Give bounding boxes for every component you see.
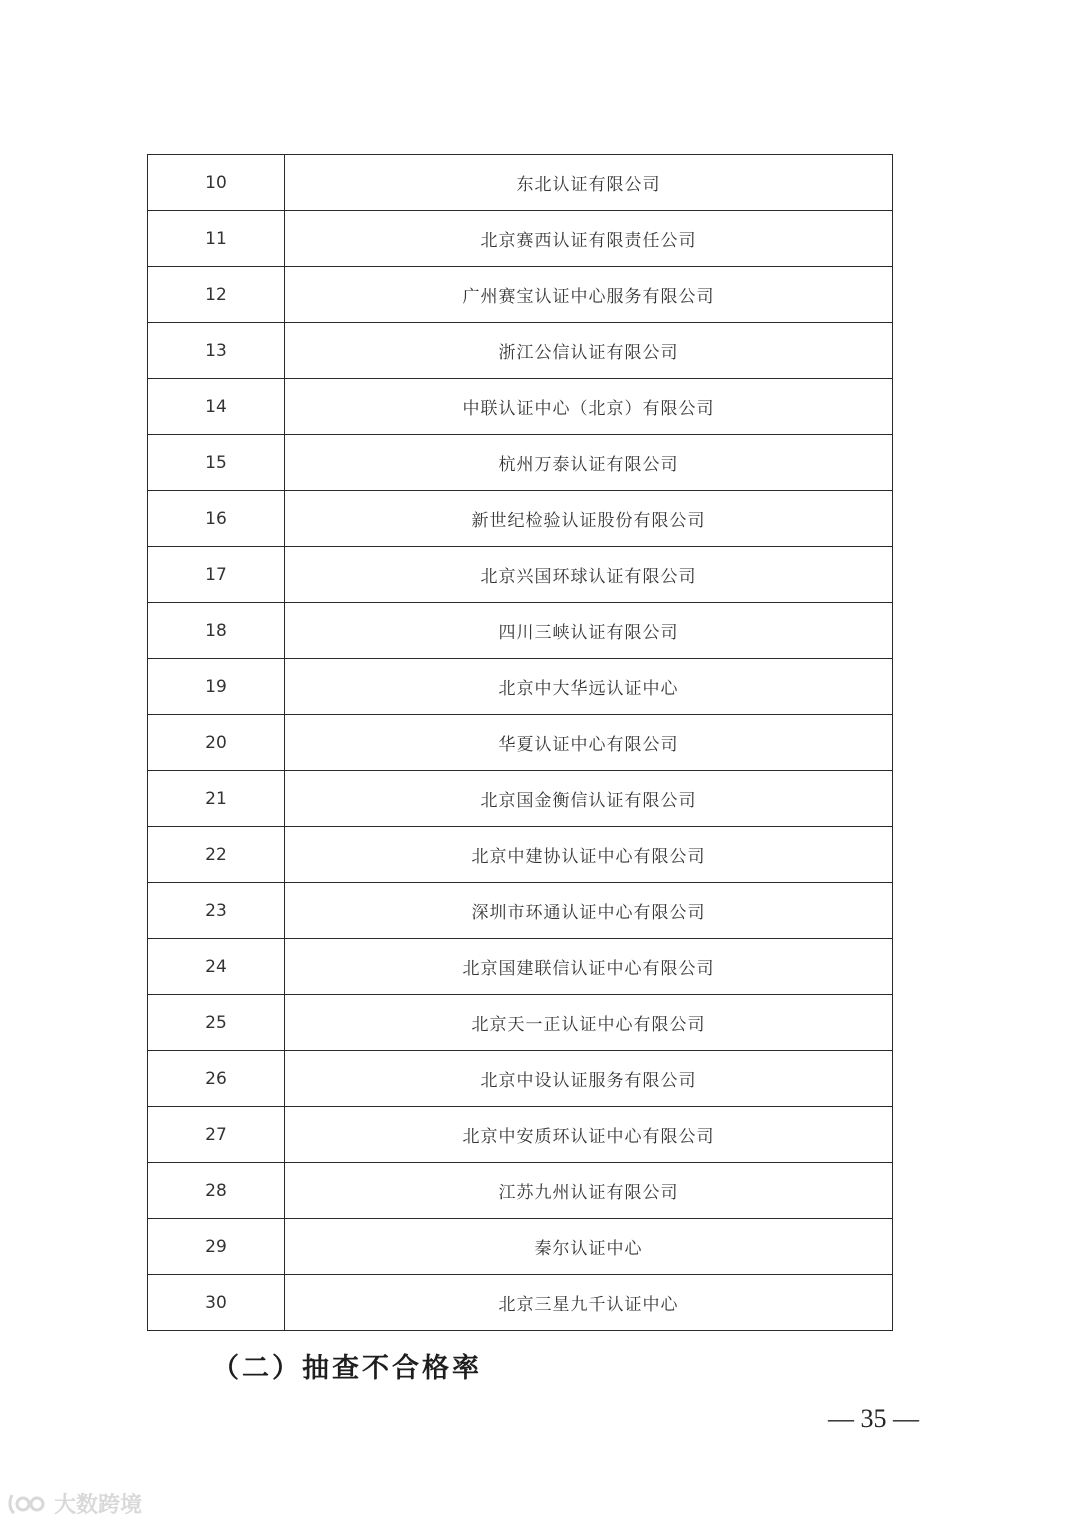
organization-name: 深圳市环通认证中心有限公司: [285, 883, 893, 939]
row-number: 17: [148, 547, 285, 603]
table-row: [148, 1107, 893, 1163]
watermark-text: 大数跨境: [54, 1493, 143, 1518]
organization-name: 秦尔认证中心: [285, 1219, 893, 1275]
row-number: 21: [148, 771, 285, 827]
organization-name: 江苏九州认证有限公司: [285, 1163, 893, 1219]
table-row: [148, 1163, 893, 1219]
organization-name: 北京中建协认证中心有限公司: [285, 827, 893, 883]
organization-name: 中联认证中心（北京）有限公司: [285, 379, 893, 435]
table-row: [148, 491, 893, 547]
table-row: [148, 995, 893, 1051]
row-number: 16: [148, 491, 285, 547]
table-row: [148, 883, 893, 939]
organization-name: 东北认证有限公司: [285, 155, 893, 211]
brand-logo-icon: [8, 1491, 48, 1517]
organization-name: 北京三星九千认证中心: [285, 1275, 893, 1331]
organization-name: 杭州万泰认证有限公司: [285, 435, 893, 491]
certification-bodies-table: [147, 154, 893, 1331]
row-number: 14: [148, 379, 285, 435]
table-row: [148, 771, 893, 827]
table-row: [148, 603, 893, 659]
row-number: 15: [148, 435, 285, 491]
row-number: 11: [148, 211, 285, 267]
organization-name: 北京国建联信认证中心有限公司: [285, 939, 893, 995]
row-number: 26: [148, 1051, 285, 1107]
row-number: 20: [148, 715, 285, 771]
organization-name: 四川三峡认证有限公司: [285, 603, 893, 659]
row-number: 19: [148, 659, 285, 715]
organization-name: 华夏认证中心有限公司: [285, 715, 893, 771]
table-row: [148, 827, 893, 883]
table-row: [148, 1219, 893, 1275]
organization-name: 北京中安质环认证中心有限公司: [285, 1107, 893, 1163]
organization-name: 北京兴国环球认证有限公司: [285, 547, 893, 603]
table-row: [148, 715, 893, 771]
section-heading: （二）抽查不合格率: [212, 1353, 482, 1384]
row-number: 13: [148, 323, 285, 379]
watermark: [8, 1488, 142, 1519]
table-row: [148, 379, 893, 435]
table-row: [148, 435, 893, 491]
table-row: [148, 155, 893, 211]
row-number: 23: [148, 883, 285, 939]
row-number: 30: [148, 1275, 285, 1331]
organization-name: 新世纪检验认证股份有限公司: [285, 491, 893, 547]
organization-name: 北京中大华远认证中心: [285, 659, 893, 715]
row-number: 27: [148, 1107, 285, 1163]
row-number: 22: [148, 827, 285, 883]
row-number: 18: [148, 603, 285, 659]
row-number: 25: [148, 995, 285, 1051]
table-body: [148, 155, 893, 1331]
row-number: 12: [148, 267, 285, 323]
row-number: 28: [148, 1163, 285, 1219]
row-number: 24: [148, 939, 285, 995]
organization-name: 北京赛西认证有限责任公司: [285, 211, 893, 267]
table-row: [148, 547, 893, 603]
organization-name: 北京国金衡信认证有限公司: [285, 771, 893, 827]
row-number: 10: [148, 155, 285, 211]
page-number: — 35 —: [828, 1404, 919, 1433]
table-row: [148, 211, 893, 267]
row-number: 29: [148, 1219, 285, 1275]
table-row: [148, 1275, 893, 1331]
table-row: [148, 939, 893, 995]
table-row: [148, 1051, 893, 1107]
table-row: [148, 659, 893, 715]
organization-name: 浙江公信认证有限公司: [285, 323, 893, 379]
organization-name: 北京天一正认证中心有限公司: [285, 995, 893, 1051]
organization-name: 广州赛宝认证中心服务有限公司: [285, 267, 893, 323]
table-row: [148, 323, 893, 379]
table-row: [148, 267, 893, 323]
organization-name: 北京中设认证服务有限公司: [285, 1051, 893, 1107]
